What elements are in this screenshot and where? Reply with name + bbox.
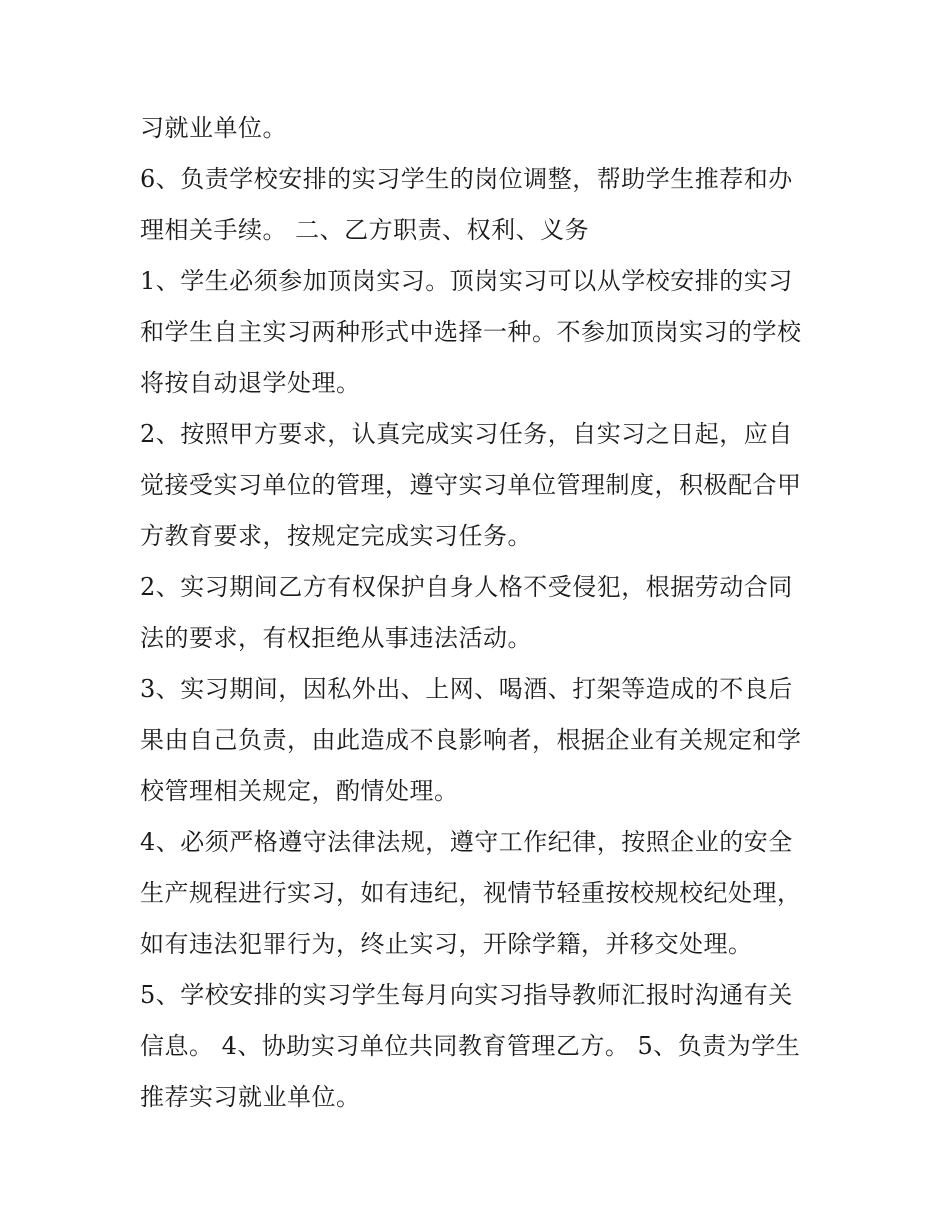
text-line: 和学生自主实习两种形式中选择一种。不参加顶岗实习的学校: [140, 318, 802, 346]
document-body: [140, 103, 820, 1123]
text-line: 5、学校安排的实习学生每月向实习指导教师汇报时沟通有关: [140, 981, 793, 1009]
text-line: 2、按照甲方要求，认真完成实习任务，自实习之日起，应自: [140, 420, 793, 448]
text-line: 果由自己负责，由此造成不良影响者，根据企业有关规定和学: [140, 726, 802, 754]
text-line: 将按自动退学处理。: [140, 369, 361, 397]
text-line: 觉接受实习单位的管理，遵守实习单位管理制度，积极配合甲: [140, 471, 802, 499]
text-line: 校管理相关规定，酌情处理。: [140, 777, 459, 805]
text-line: 法的要求，有权拒绝从事违法活动。: [140, 624, 532, 652]
text-line: 4、必须严格遵守法律法规，遵守工作纪律，按照企业的安全: [140, 828, 793, 856]
text-line: 方教育要求，按规定完成实习任务。: [140, 522, 532, 550]
text-line: 3、实习期间，因私外出、上网、喝酒、打架等造成的不良后: [140, 675, 793, 703]
text-line: 2、实习期间乙方有权保护自身人格不受侵犯，根据劳动合同: [140, 573, 793, 601]
text-line: 6、负责学校安排的实习学生的岗位调整，帮助学生推荐和办: [140, 165, 793, 193]
text-line: 推荐实习就业单位。: [140, 1083, 361, 1111]
text-line: 理相关手续。 二、乙方职责、权利、义务: [140, 216, 590, 244]
text-line: 信息。 4、协助实习单位共同教育管理乙方。 5、负责为学生: [140, 1032, 801, 1060]
text-line: 1、学生必须参加顶岗实习。顶岗实习可以从学校安排的实习: [140, 267, 793, 295]
text-line: 如有违法犯罪行为，终止实习，开除学籍，并移交处理。: [140, 930, 753, 958]
text-line: 习就业单位。: [140, 114, 287, 142]
text-line: 生产规程进行实习，如有违纪，视情节轻重按校规校纪处理，: [140, 879, 802, 907]
